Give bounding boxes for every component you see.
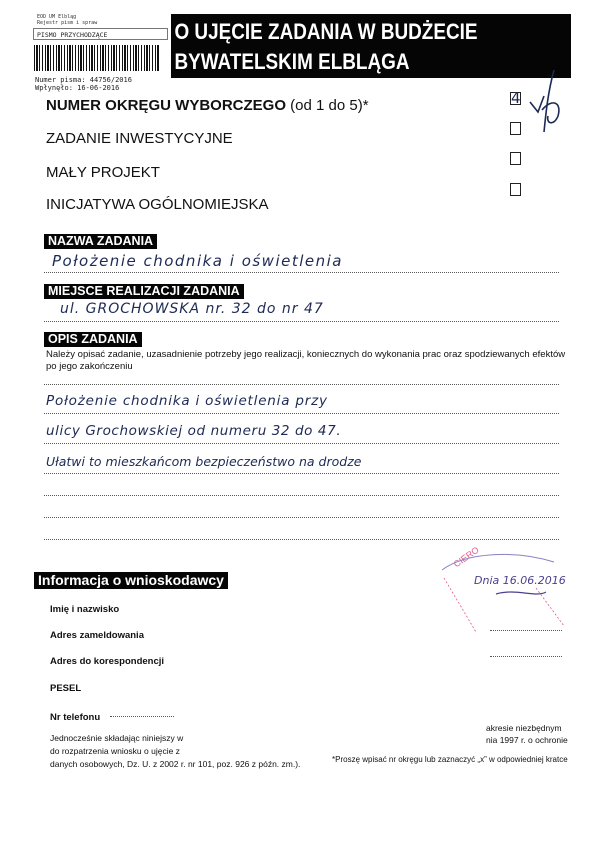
consent-text-right1: akresie niezbędnym — [486, 723, 562, 733]
applicant-heading: Informacja o wnioskodawcy — [34, 572, 228, 589]
district-number-value: 4 — [511, 89, 521, 107]
description-line — [44, 517, 559, 518]
small-project-label: MAŁY PROJEKT — [46, 164, 160, 181]
pesel-label: PESEL — [50, 683, 82, 694]
office-name: EOD UM Elbląg — [37, 14, 77, 20]
description-text-line1[interactable]: Położenie chodnika i oświetlenia przy — [46, 393, 328, 409]
task-name-line — [44, 272, 559, 273]
reception-stamp-date: Dnia 16.06.2016 — [474, 574, 566, 587]
small-project-checkbox[interactable] — [510, 152, 521, 165]
phone-label: Nr telefonu — [50, 712, 101, 723]
task-description-instructions: Należy opisać zadanie, uzasadnienie potrzeby jego realizacji, koniecznych do wykonania prac oraz spodziewanych efektów po jego zakończeniu — [46, 349, 566, 372]
consent-text-right2: nia 1997 r. o ochronie — [486, 735, 568, 745]
task-location-line — [44, 321, 559, 322]
description-text-line3[interactable]: Ułatwi to mieszkańcom bezpieczeństwo na drodze — [46, 454, 362, 469]
description-line — [44, 473, 559, 474]
description-line — [44, 413, 559, 414]
footnote: *Proszę wpisać nr okręgu lub zaznaczyć „x” w odpowiedniej kratce — [332, 755, 568, 764]
phone-field[interactable] — [110, 716, 174, 717]
task-location-heading: MIEJSCE REALIZACJI ZADANIA — [44, 284, 244, 299]
received-date — [35, 84, 119, 92]
registered-address-label: Adres zameldowania — [50, 630, 144, 641]
city-initiative-checkbox[interactable] — [510, 183, 521, 196]
document-number — [35, 76, 132, 84]
name-label: Imię i nazwisko — [50, 604, 120, 615]
reception-stamp — [436, 548, 576, 638]
district-number-label-bold: NUMER OKRĘGU WYBORCZEGO — [46, 97, 286, 114]
handwritten-mark — [524, 62, 574, 142]
reception-stamp-text: CIERO — [451, 544, 481, 570]
investment-task-label: ZADANIE INWESTYCYJNE — [46, 130, 233, 147]
barcode — [34, 45, 160, 71]
description-line — [44, 443, 559, 444]
city-initiative-label: INICJATYWA OGÓLNOMIEJSKA — [46, 196, 269, 213]
document-number-label: Numer pisma: — [35, 76, 86, 84]
consent-text-line2: do rozpatrzenia wniosku o ujęcie z — [50, 746, 180, 756]
form-title-line2: BYWATELSKIM ELBLĄGA — [174, 49, 410, 74]
task-name-heading: NAZWA ZADANIA — [44, 234, 157, 249]
description-line — [44, 495, 559, 496]
consent-text-line1: Jednocześnie składając niniejszy w — [50, 733, 184, 743]
task-location-value[interactable]: ul. GROCHOWSKA nr. 32 do nr 47 — [60, 301, 324, 317]
form-title-line1: O UJĘCIE ZADANIA W BUDŻECIE — [174, 19, 478, 44]
form-title — [171, 14, 571, 78]
task-description-heading: OPIS ZADANIA — [44, 332, 142, 347]
correspondence-address-label: Adres do korespondencji — [50, 656, 165, 667]
consent-text-line3: danych osobowych, Dz. U. z 2002 r. nr 101, poz. 926 z późn. zm.). — [50, 759, 301, 769]
incoming-document-label: PISMO PRZYCHODZĄCE — [33, 28, 168, 40]
office-register: Rejestr pism i spraw — [37, 20, 98, 26]
description-line — [44, 384, 559, 385]
received-date-label: Wpłynęło: — [35, 84, 73, 92]
district-number-label-range: (od 1 do 5)* — [286, 97, 369, 114]
task-name-value[interactable]: Położenie chodnika i oświetlenia — [52, 252, 343, 270]
investment-task-checkbox[interactable] — [510, 122, 521, 135]
district-number-label — [46, 97, 369, 115]
received-date-value: 16-06-2016 — [77, 84, 120, 92]
description-line — [44, 539, 559, 540]
right-field-line — [490, 656, 562, 657]
document-number-value: 44756/2016 — [89, 76, 132, 84]
description-text-line2[interactable]: ulicy Grochowskiej od numeru 32 do 47. — [46, 423, 342, 439]
